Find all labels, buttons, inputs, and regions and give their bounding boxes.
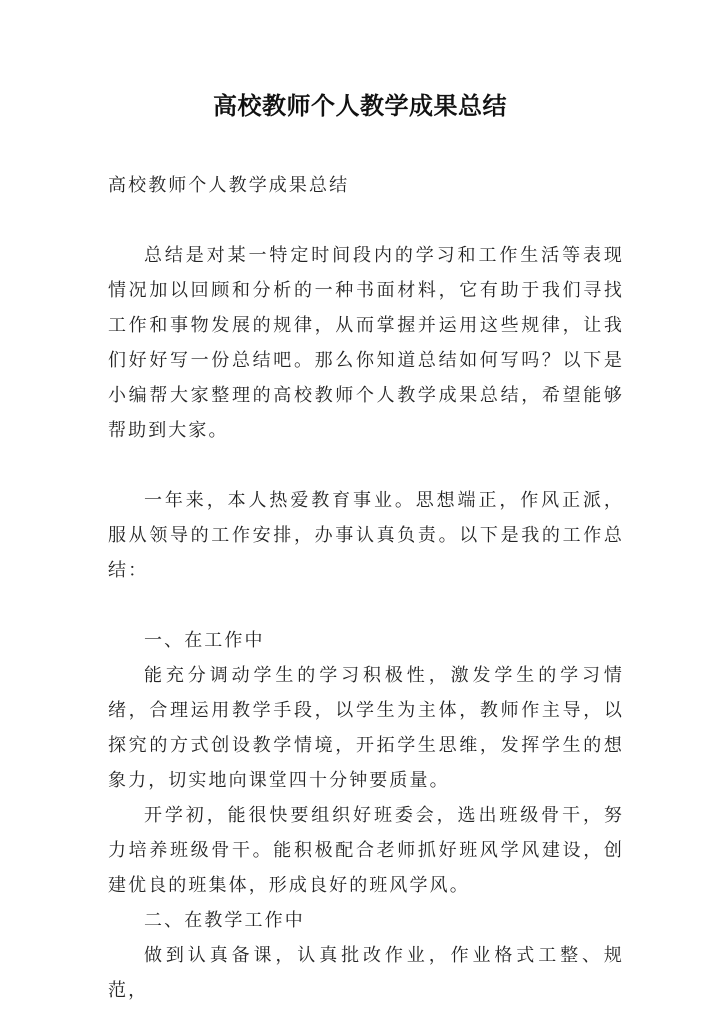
work-paragraph-2: 开学初，能很快要组织好班委会，选出班级骨干，努力培养班级骨干。能积极配合老师抓好班风学风建设，创建优良的班集体，形成良好的班风学风。 <box>108 805 624 896</box>
document-subtitle: 高校教师个人教学成果总结 <box>108 175 350 196</box>
section-heading-work: 一、在工作中 <box>144 630 265 651</box>
document-body <box>108 168 624 1008</box>
teaching-paragraph-1: 做到认真备课，认真批改作业，作业格式工整、规范， <box>108 945 624 1001</box>
work-paragraph-1: 能充分调动学生的学习积极性，激发学生的学习情绪，合理运用教学手段，以学生为主体，教师作主导，以探究的方式创设教学情境，开拓学生思维，发挥学生的想象力，切实地向课堂四十分钟要质量。 <box>108 665 624 791</box>
overview-paragraph: 一年来，本人热爱教育事业。思想端正，作风正派，服从领导的工作安排，办事认真负责。以下是我的工作总结： <box>108 490 624 581</box>
intro-paragraph: 总结是对某一特定时间段内的学习和工作生活等表现情况加以回顾和分析的一种书面材料，它有助于我们寻找工作和事物发展的规律，从而掌握并运用这些规律，让我们好好写一份总结吧。那么你知道总结如何写吗？以下是小编帮大家整理的高校教师个人教学成果总结，希望能够帮助到大家。 <box>108 245 624 441</box>
section-heading-teaching: 二、在教学工作中 <box>144 910 305 931</box>
document-title: 高校教师个人教学成果总结 <box>213 91 507 120</box>
